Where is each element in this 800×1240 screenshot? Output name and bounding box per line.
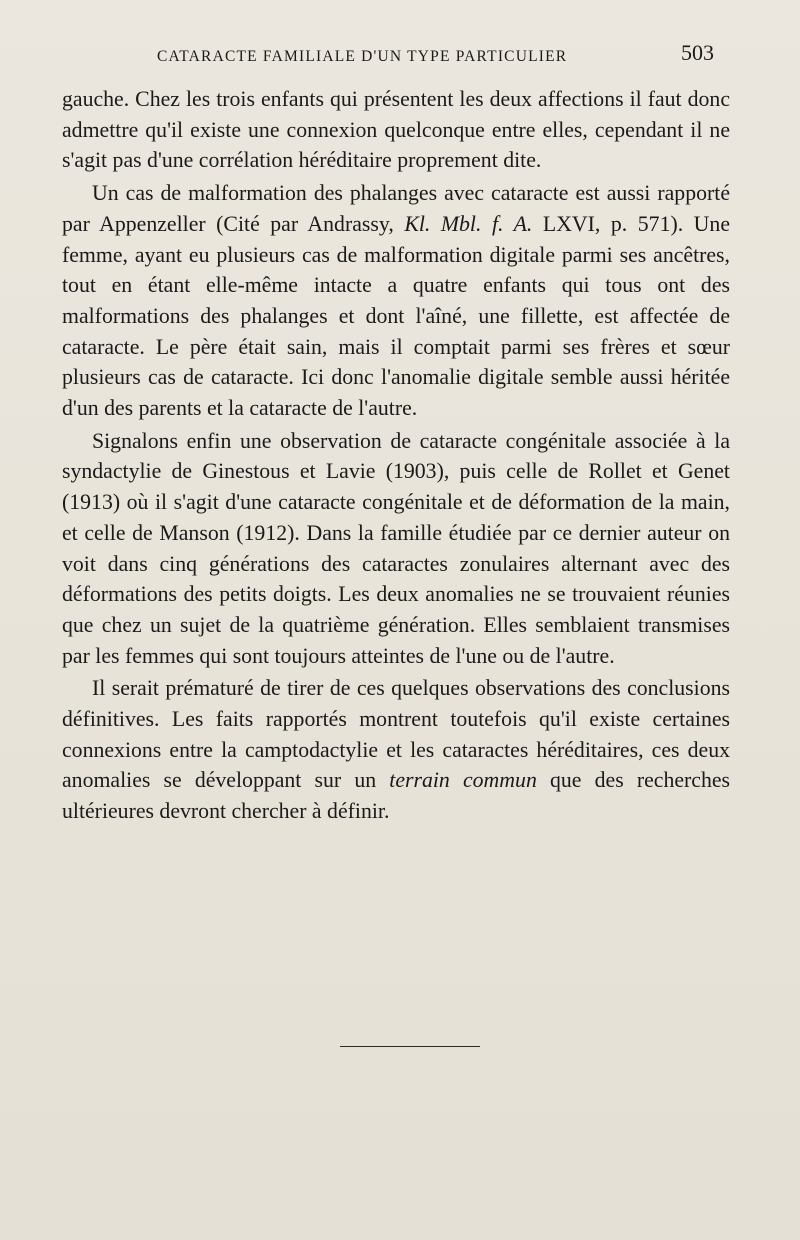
paragraph-2 [62,178,730,424]
journal-abbreviation: Kl. Mbl. f. A. [404,211,533,236]
paragraph-2-text-end: LXVI, p. 571). Une femme, ayant eu plusieurs cas de malformation digitale parmi ses ancêtres, tout en étant elle-même intacte a quatre enfants qui tous ont des malformations des phalanges et dont l'aîné, une fillette, est affectée de cataracte. Le père était sain, mais il comptait parmi ses frères et sœur plusieurs cas de cataracte. Ici donc l'anomalie digitale semble aussi héritée d'un des parents et la cataracte de l'autre. [62,211,731,421]
end-rule [340,1046,480,1047]
running-header: CATARACTE FAMILIALE D'UN TYPE PARTICULIER [157,48,568,65]
paragraph-3-text: Signalons enfin une observation de cataracte congénitale associée à la syndactylie de Ginestous et Lavie (1903), puis celle de Rollet et Genet (1913) où il s'agit d'une cataracte congénitale et de déformation de la main, et celle de Manson (1912). Dans la famille étudiée par ce dernier auteur on voit dans cinq générations des cataractes zonulaires alternant avec des déformations des petits doigts. Les deux anomalies ne se trouvaient réunies que chez un sujet de la quatrième génération. Elles semblaient transmises par les femmes qui sont toujours atteintes de l'une ou de l'autre. [62,428,730,668]
paragraph-1-text: gauche. Chez les trois enfants qui présentent les deux affections il faut donc admettre qu'il existe une connexion quelconque entre elles, cependant il ne s'agit pas d'une corrélation héréditaire proprement dite. [62,87,730,173]
italic-phrase: terrain commun [389,768,537,793]
paragraph-2-text-start: Un cas de malformation des phalanges avec cataracte est aussi rapporté par Appenzeller (Cité par Andrassy, [62,181,730,236]
paragraph-4 [62,673,730,827]
body-text [62,84,730,827]
paragraph-4-text-start: Il serait prématuré de tirer de ces quelques observations des conclusions définitives. Les faits rapportés montrent toutefois qu'il existe certaines connexions entre la camptodactylie et les cataractes héréditaires, ces deux anomalies se développant sur un [62,676,730,793]
paragraph-4-text-end: que des recherches ultérieures devront chercher à définir. [62,768,731,824]
paragraph-3 [62,426,730,672]
paragraph-1 [62,84,730,176]
page-number: 503 [681,40,714,65]
